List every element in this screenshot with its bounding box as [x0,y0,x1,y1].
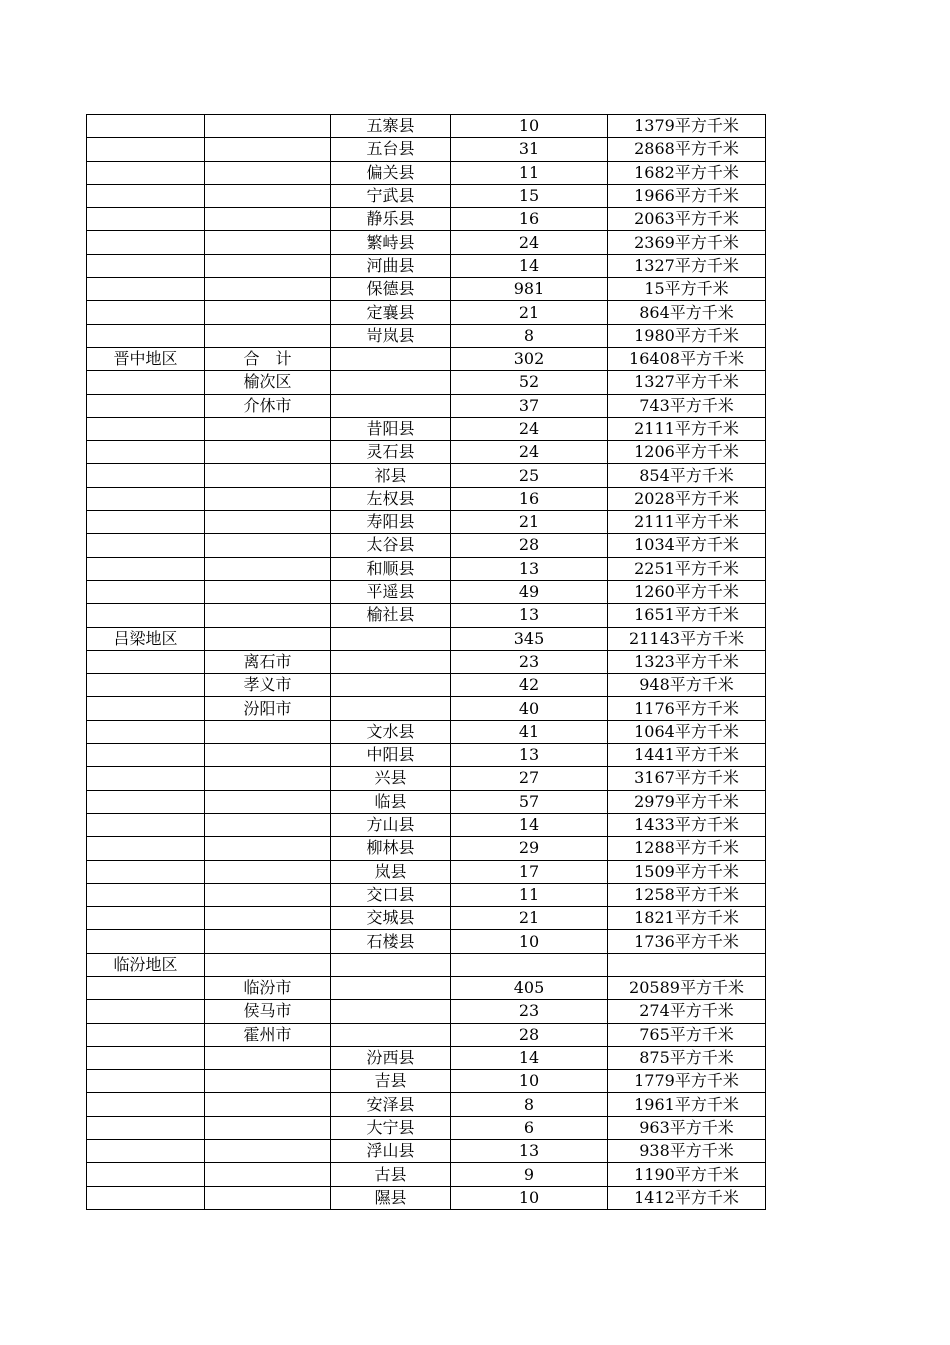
city-cell [205,417,331,440]
city-cell: 合 计 [205,347,331,370]
region-cell [87,883,205,906]
region-cell [87,697,205,720]
region-cell [87,837,205,860]
area-cell: 1323平方千米 [608,650,766,673]
area-cell: 1412平方千米 [608,1186,766,1209]
area-cell: 1433平方千米 [608,813,766,836]
region-cell [87,1046,205,1069]
table-row [87,767,766,790]
count-cell: 41 [451,720,608,743]
table-row [87,417,766,440]
area-cell: 1258平方千米 [608,883,766,906]
county-cell [331,1023,451,1046]
city-cell [205,301,331,324]
count-cell [451,953,608,976]
table-row [87,813,766,836]
table-row [87,161,766,184]
county-cell: 柳林县 [331,837,451,860]
county-cell [331,394,451,417]
region-cell [87,1140,205,1163]
area-cell: 765平方千米 [608,1023,766,1046]
count-cell: 21 [451,511,608,534]
area-cell: 1206平方千米 [608,441,766,464]
area-cell: 1327平方千米 [608,254,766,277]
region-cell [87,231,205,254]
region-cell [87,138,205,161]
region-cell [87,161,205,184]
city-cell [205,953,331,976]
count-cell: 11 [451,883,608,906]
region-cell [87,907,205,930]
area-cell: 864平方千米 [608,301,766,324]
county-cell [331,371,451,394]
county-cell: 兴县 [331,767,451,790]
county-cell: 五台县 [331,138,451,161]
region-cell [87,580,205,603]
area-cell: 274平方千米 [608,1000,766,1023]
county-cell: 交城县 [331,907,451,930]
county-cell: 宁武县 [331,184,451,207]
city-cell [205,115,331,138]
county-cell [331,953,451,976]
region-cell [87,301,205,324]
county-cell: 昔阳县 [331,417,451,440]
city-cell [205,534,331,557]
table-row [87,487,766,510]
table-row [87,1163,766,1186]
region-cell [87,860,205,883]
table-row [87,115,766,138]
region-cell [87,464,205,487]
count-cell: 16 [451,487,608,510]
count-cell: 25 [451,464,608,487]
table-body [87,115,766,1210]
table-row [87,1116,766,1139]
county-cell [331,650,451,673]
area-cell: 743平方千米 [608,394,766,417]
area-cell: 1779平方千米 [608,1070,766,1093]
city-cell [205,1093,331,1116]
area-cell: 1961平方千米 [608,1093,766,1116]
table-row [87,1186,766,1209]
region-cell [87,417,205,440]
region-cell [87,534,205,557]
city-cell: 介休市 [205,394,331,417]
county-cell: 繁峙县 [331,231,451,254]
area-cell: 1176平方千米 [608,697,766,720]
count-cell: 16 [451,208,608,231]
county-cell: 石楼县 [331,930,451,953]
area-cell: 2979平方千米 [608,790,766,813]
county-cell: 汾西县 [331,1046,451,1069]
area-cell: 1441平方千米 [608,744,766,767]
area-cell: 1651平方千米 [608,604,766,627]
county-cell: 方山县 [331,813,451,836]
county-cell: 中阳县 [331,744,451,767]
count-cell: 57 [451,790,608,813]
city-cell [205,1140,331,1163]
county-cell: 五寨县 [331,115,451,138]
area-cell: 854平方千米 [608,464,766,487]
city-cell [205,278,331,301]
city-cell [205,208,331,231]
table-row [87,324,766,347]
county-cell [331,627,451,650]
region-cell [87,184,205,207]
count-cell: 21 [451,907,608,930]
area-cell: 875平方千米 [608,1046,766,1069]
count-cell: 14 [451,813,608,836]
table-row [87,371,766,394]
count-cell: 21 [451,301,608,324]
city-cell [205,511,331,534]
table-row [87,441,766,464]
area-cell: 1682平方千米 [608,161,766,184]
table-row [87,580,766,603]
region-cell [87,674,205,697]
area-cell [608,953,766,976]
county-cell: 岢岚县 [331,324,451,347]
county-cell: 交口县 [331,883,451,906]
area-cell: 1064平方千米 [608,720,766,743]
count-cell: 40 [451,697,608,720]
count-cell: 15 [451,184,608,207]
area-cell: 1736平方千米 [608,930,766,953]
count-cell: 302 [451,347,608,370]
table-row [87,720,766,743]
table-row [87,907,766,930]
table-row [87,697,766,720]
county-cell: 文水县 [331,720,451,743]
city-cell [205,487,331,510]
count-cell: 23 [451,650,608,673]
region-cell [87,1116,205,1139]
county-cell: 隰县 [331,1186,451,1209]
count-cell: 28 [451,534,608,557]
count-cell: 13 [451,1140,608,1163]
table-row [87,930,766,953]
region-cell [87,278,205,301]
region-cell [87,790,205,813]
region-cell [87,394,205,417]
count-cell: 23 [451,1000,608,1023]
area-cell: 948平方千米 [608,674,766,697]
city-cell [205,138,331,161]
table-row [87,953,766,976]
county-cell: 太谷县 [331,534,451,557]
region-cell [87,487,205,510]
region-cell [87,254,205,277]
city-cell [205,557,331,580]
city-cell [205,441,331,464]
table-row [87,976,766,999]
county-cell: 祁县 [331,464,451,487]
count-cell: 27 [451,767,608,790]
county-cell: 临县 [331,790,451,813]
region-cell [87,371,205,394]
area-cell: 1260平方千米 [608,580,766,603]
county-cell: 浮山县 [331,1140,451,1163]
count-cell: 14 [451,1046,608,1069]
table-row [87,1140,766,1163]
region-cell [87,115,205,138]
city-cell [205,1186,331,1209]
table-row [87,1000,766,1023]
county-cell [331,1000,451,1023]
table-row [87,1046,766,1069]
area-cell: 1327平方千米 [608,371,766,394]
city-cell [205,930,331,953]
area-cell: 1288平方千米 [608,837,766,860]
county-cell: 古县 [331,1163,451,1186]
count-cell: 10 [451,1070,608,1093]
table-row [87,394,766,417]
table-row [87,604,766,627]
city-cell: 汾阳市 [205,697,331,720]
city-cell [205,1116,331,1139]
count-cell: 8 [451,1093,608,1116]
table-row [87,674,766,697]
table-row [87,301,766,324]
county-cell [331,697,451,720]
table-row [87,860,766,883]
count-cell: 24 [451,231,608,254]
city-cell [205,184,331,207]
area-cell: 15平方千米 [608,278,766,301]
count-cell: 11 [451,161,608,184]
area-cell: 1966平方千米 [608,184,766,207]
count-cell: 42 [451,674,608,697]
table-row [87,184,766,207]
county-cell: 安泽县 [331,1093,451,1116]
city-cell [205,464,331,487]
area-cell: 1034平方千米 [608,534,766,557]
region-cell [87,813,205,836]
count-cell: 13 [451,744,608,767]
county-cell: 寿阳县 [331,511,451,534]
city-cell [205,231,331,254]
city-cell: 侯马市 [205,1000,331,1023]
area-cell: 963平方千米 [608,1116,766,1139]
count-cell: 24 [451,417,608,440]
region-cell [87,208,205,231]
city-cell [205,744,331,767]
count-cell: 9 [451,1163,608,1186]
count-cell: 13 [451,557,608,580]
region-cell [87,557,205,580]
county-cell: 保德县 [331,278,451,301]
county-area-table [86,114,766,1210]
table-row [87,534,766,557]
region-cell [87,324,205,347]
count-cell: 10 [451,930,608,953]
count-cell: 14 [451,254,608,277]
region-cell [87,1163,205,1186]
county-cell: 偏关县 [331,161,451,184]
county-cell: 吉县 [331,1070,451,1093]
city-cell [205,837,331,860]
table-row [87,138,766,161]
region-cell [87,1000,205,1023]
city-cell [205,720,331,743]
area-cell: 938平方千米 [608,1140,766,1163]
region-cell [87,1093,205,1116]
area-cell: 2063平方千米 [608,208,766,231]
table-row [87,1093,766,1116]
county-cell [331,976,451,999]
area-cell: 3167平方千米 [608,767,766,790]
city-cell [205,627,331,650]
region-cell [87,441,205,464]
city-cell: 孝义市 [205,674,331,697]
table-row [87,744,766,767]
area-cell: 2251平方千米 [608,557,766,580]
city-cell [205,161,331,184]
area-cell: 1190平方千米 [608,1163,766,1186]
region-cell [87,930,205,953]
city-cell [205,790,331,813]
table-row [87,883,766,906]
region-cell [87,1070,205,1093]
area-cell: 1509平方千米 [608,860,766,883]
area-cell: 1379平方千米 [608,115,766,138]
region-cell [87,720,205,743]
count-cell: 345 [451,627,608,650]
county-cell: 灵石县 [331,441,451,464]
area-cell: 2028平方千米 [608,487,766,510]
region-cell: 临汾地区 [87,953,205,976]
area-cell: 16408平方千米 [608,347,766,370]
table-row [87,464,766,487]
county-cell [331,674,451,697]
county-cell [331,347,451,370]
region-cell [87,744,205,767]
region-cell: 晋中地区 [87,347,205,370]
city-cell [205,1163,331,1186]
region-cell [87,604,205,627]
count-cell: 17 [451,860,608,883]
table-row [87,254,766,277]
table-row [87,511,766,534]
region-cell [87,767,205,790]
count-cell: 6 [451,1116,608,1139]
count-cell: 13 [451,604,608,627]
table-row [87,278,766,301]
table-row [87,837,766,860]
area-cell: 1980平方千米 [608,324,766,347]
count-cell: 37 [451,394,608,417]
region-cell [87,1023,205,1046]
table-row [87,1070,766,1093]
count-cell: 29 [451,837,608,860]
city-cell [205,254,331,277]
city-cell: 榆次区 [205,371,331,394]
count-cell: 981 [451,278,608,301]
county-cell: 河曲县 [331,254,451,277]
count-cell: 8 [451,324,608,347]
count-cell: 10 [451,115,608,138]
area-cell: 20589平方千米 [608,976,766,999]
county-cell: 平遥县 [331,580,451,603]
city-cell: 离石市 [205,650,331,673]
county-cell: 定襄县 [331,301,451,324]
count-cell: 49 [451,580,608,603]
count-cell: 24 [451,441,608,464]
count-cell: 405 [451,976,608,999]
region-cell [87,511,205,534]
area-cell: 1821平方千米 [608,907,766,930]
county-cell: 和顺县 [331,557,451,580]
area-cell: 2868平方千米 [608,138,766,161]
region-cell [87,1186,205,1209]
city-cell [205,883,331,906]
region-cell: 吕梁地区 [87,627,205,650]
city-cell [205,324,331,347]
count-cell: 52 [451,371,608,394]
area-cell: 2111平方千米 [608,511,766,534]
city-cell [205,813,331,836]
city-cell [205,580,331,603]
table-row [87,790,766,813]
table-row [87,557,766,580]
area-cell: 2369平方千米 [608,231,766,254]
area-cell: 2111平方千米 [608,417,766,440]
region-cell [87,650,205,673]
area-cell: 21143平方千米 [608,627,766,650]
city-cell [205,1046,331,1069]
county-cell: 大宁县 [331,1116,451,1139]
city-cell [205,907,331,930]
region-cell [87,976,205,999]
table-row [87,231,766,254]
table-row [87,627,766,650]
table-row [87,208,766,231]
county-cell: 榆社县 [331,604,451,627]
county-cell: 岚县 [331,860,451,883]
city-cell [205,1070,331,1093]
county-cell: 静乐县 [331,208,451,231]
city-cell [205,767,331,790]
count-cell: 28 [451,1023,608,1046]
count-cell: 10 [451,1186,608,1209]
table-row [87,1023,766,1046]
city-cell: 临汾市 [205,976,331,999]
count-cell: 31 [451,138,608,161]
table-row [87,650,766,673]
city-cell [205,860,331,883]
table-row [87,347,766,370]
county-cell: 左权县 [331,487,451,510]
city-cell [205,604,331,627]
city-cell: 霍州市 [205,1023,331,1046]
